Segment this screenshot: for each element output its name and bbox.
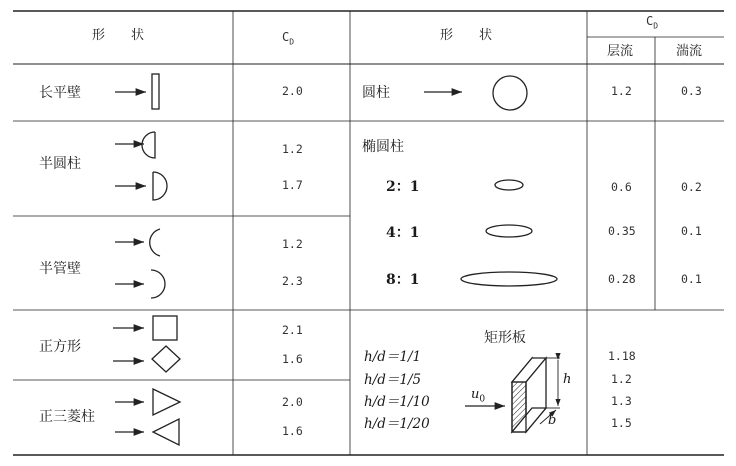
cd-triangle-a: 2.0: [282, 395, 303, 409]
cd-half-tube-b: 2.3: [282, 274, 303, 288]
shape-name-elliptic-cylinder: 椭圆柱: [362, 139, 404, 155]
cylinder-icon: [493, 76, 527, 110]
cd-ellipse-2-1-laminar: 0.6: [611, 180, 632, 194]
ellipse-8-1-icon: [461, 272, 557, 286]
header-cd-left: $C_D$: [282, 30, 295, 47]
cd-plate-1-10: 1.3: [611, 394, 632, 408]
cd-half-cylinder-b: 1.7: [282, 178, 303, 192]
rectangular-plate-icon: [465, 358, 560, 432]
ellipse-ratio-4-1: 4：1: [386, 225, 420, 241]
header-laminar: 层流: [607, 44, 634, 59]
cd-ellipse-4-1-turbulent: 0.1: [681, 224, 702, 238]
cd-plate-1-1: 1.18: [608, 349, 636, 363]
ellipse-2-1-icon: [495, 180, 523, 190]
shape-name-half-cylinder: 半圆柱: [39, 156, 81, 172]
shape-name-cylinder: 圆柱: [362, 85, 390, 101]
cd-diamond: 1.6: [282, 352, 303, 366]
cd-long-plate: 2.0: [282, 84, 303, 98]
cd-square: 2.1: [282, 323, 303, 337]
cd-ellipse-8-1-laminar: 0.28: [608, 272, 636, 286]
shape-name-triangular-prism: 正三菱柱: [39, 409, 95, 425]
cd-cylinder-laminar: 1.2: [611, 84, 632, 98]
ellipse-ratio-2-1: 2：1: [386, 179, 420, 195]
shape-name-long-plate: 长平壁: [39, 85, 81, 101]
shape-name-square: 正方形: [39, 339, 81, 355]
header-cd-right: $C_D$: [646, 14, 659, 31]
cd-half-cylinder-a: 1.2: [282, 142, 303, 156]
cd-plate-1-20: 1.5: [611, 416, 632, 430]
cd-cylinder-turbulent: 0.3: [681, 84, 702, 98]
header-shape-right: 形 状: [440, 28, 493, 43]
plate-ratio-1-20: h/d＝1/20: [364, 416, 430, 432]
ellipse-ratio-8-1: 8：1: [386, 272, 420, 288]
plate-ratio-1-10: h/d＝1/10: [364, 394, 430, 410]
cd-half-tube-a: 1.2: [282, 237, 303, 251]
ellipse-4-1-icon: [486, 225, 532, 237]
shape-name-rectangular-plate: 矩形板: [484, 330, 526, 346]
header-shape-left: 形 状: [92, 28, 145, 43]
shape-name-half-tube: 半管壁: [39, 261, 81, 277]
plate-width-label: b: [548, 413, 557, 428]
header-turbulent: 湍流: [676, 44, 703, 59]
plate-ratio-1-5: h/d＝1/5: [364, 372, 422, 388]
velocity-label: $u_0$: [471, 387, 486, 405]
plate-height-label: h: [563, 372, 572, 387]
plate-ratio-1-1: h/d＝1/1: [364, 349, 422, 365]
cd-triangle-b: 1.6: [282, 424, 303, 438]
cd-ellipse-2-1-turbulent: 0.2: [681, 180, 702, 194]
cd-plate-1-5: 1.2: [611, 372, 632, 386]
cd-ellipse-8-1-turbulent: 0.1: [681, 272, 702, 286]
cd-ellipse-4-1-laminar: 0.35: [608, 224, 636, 238]
